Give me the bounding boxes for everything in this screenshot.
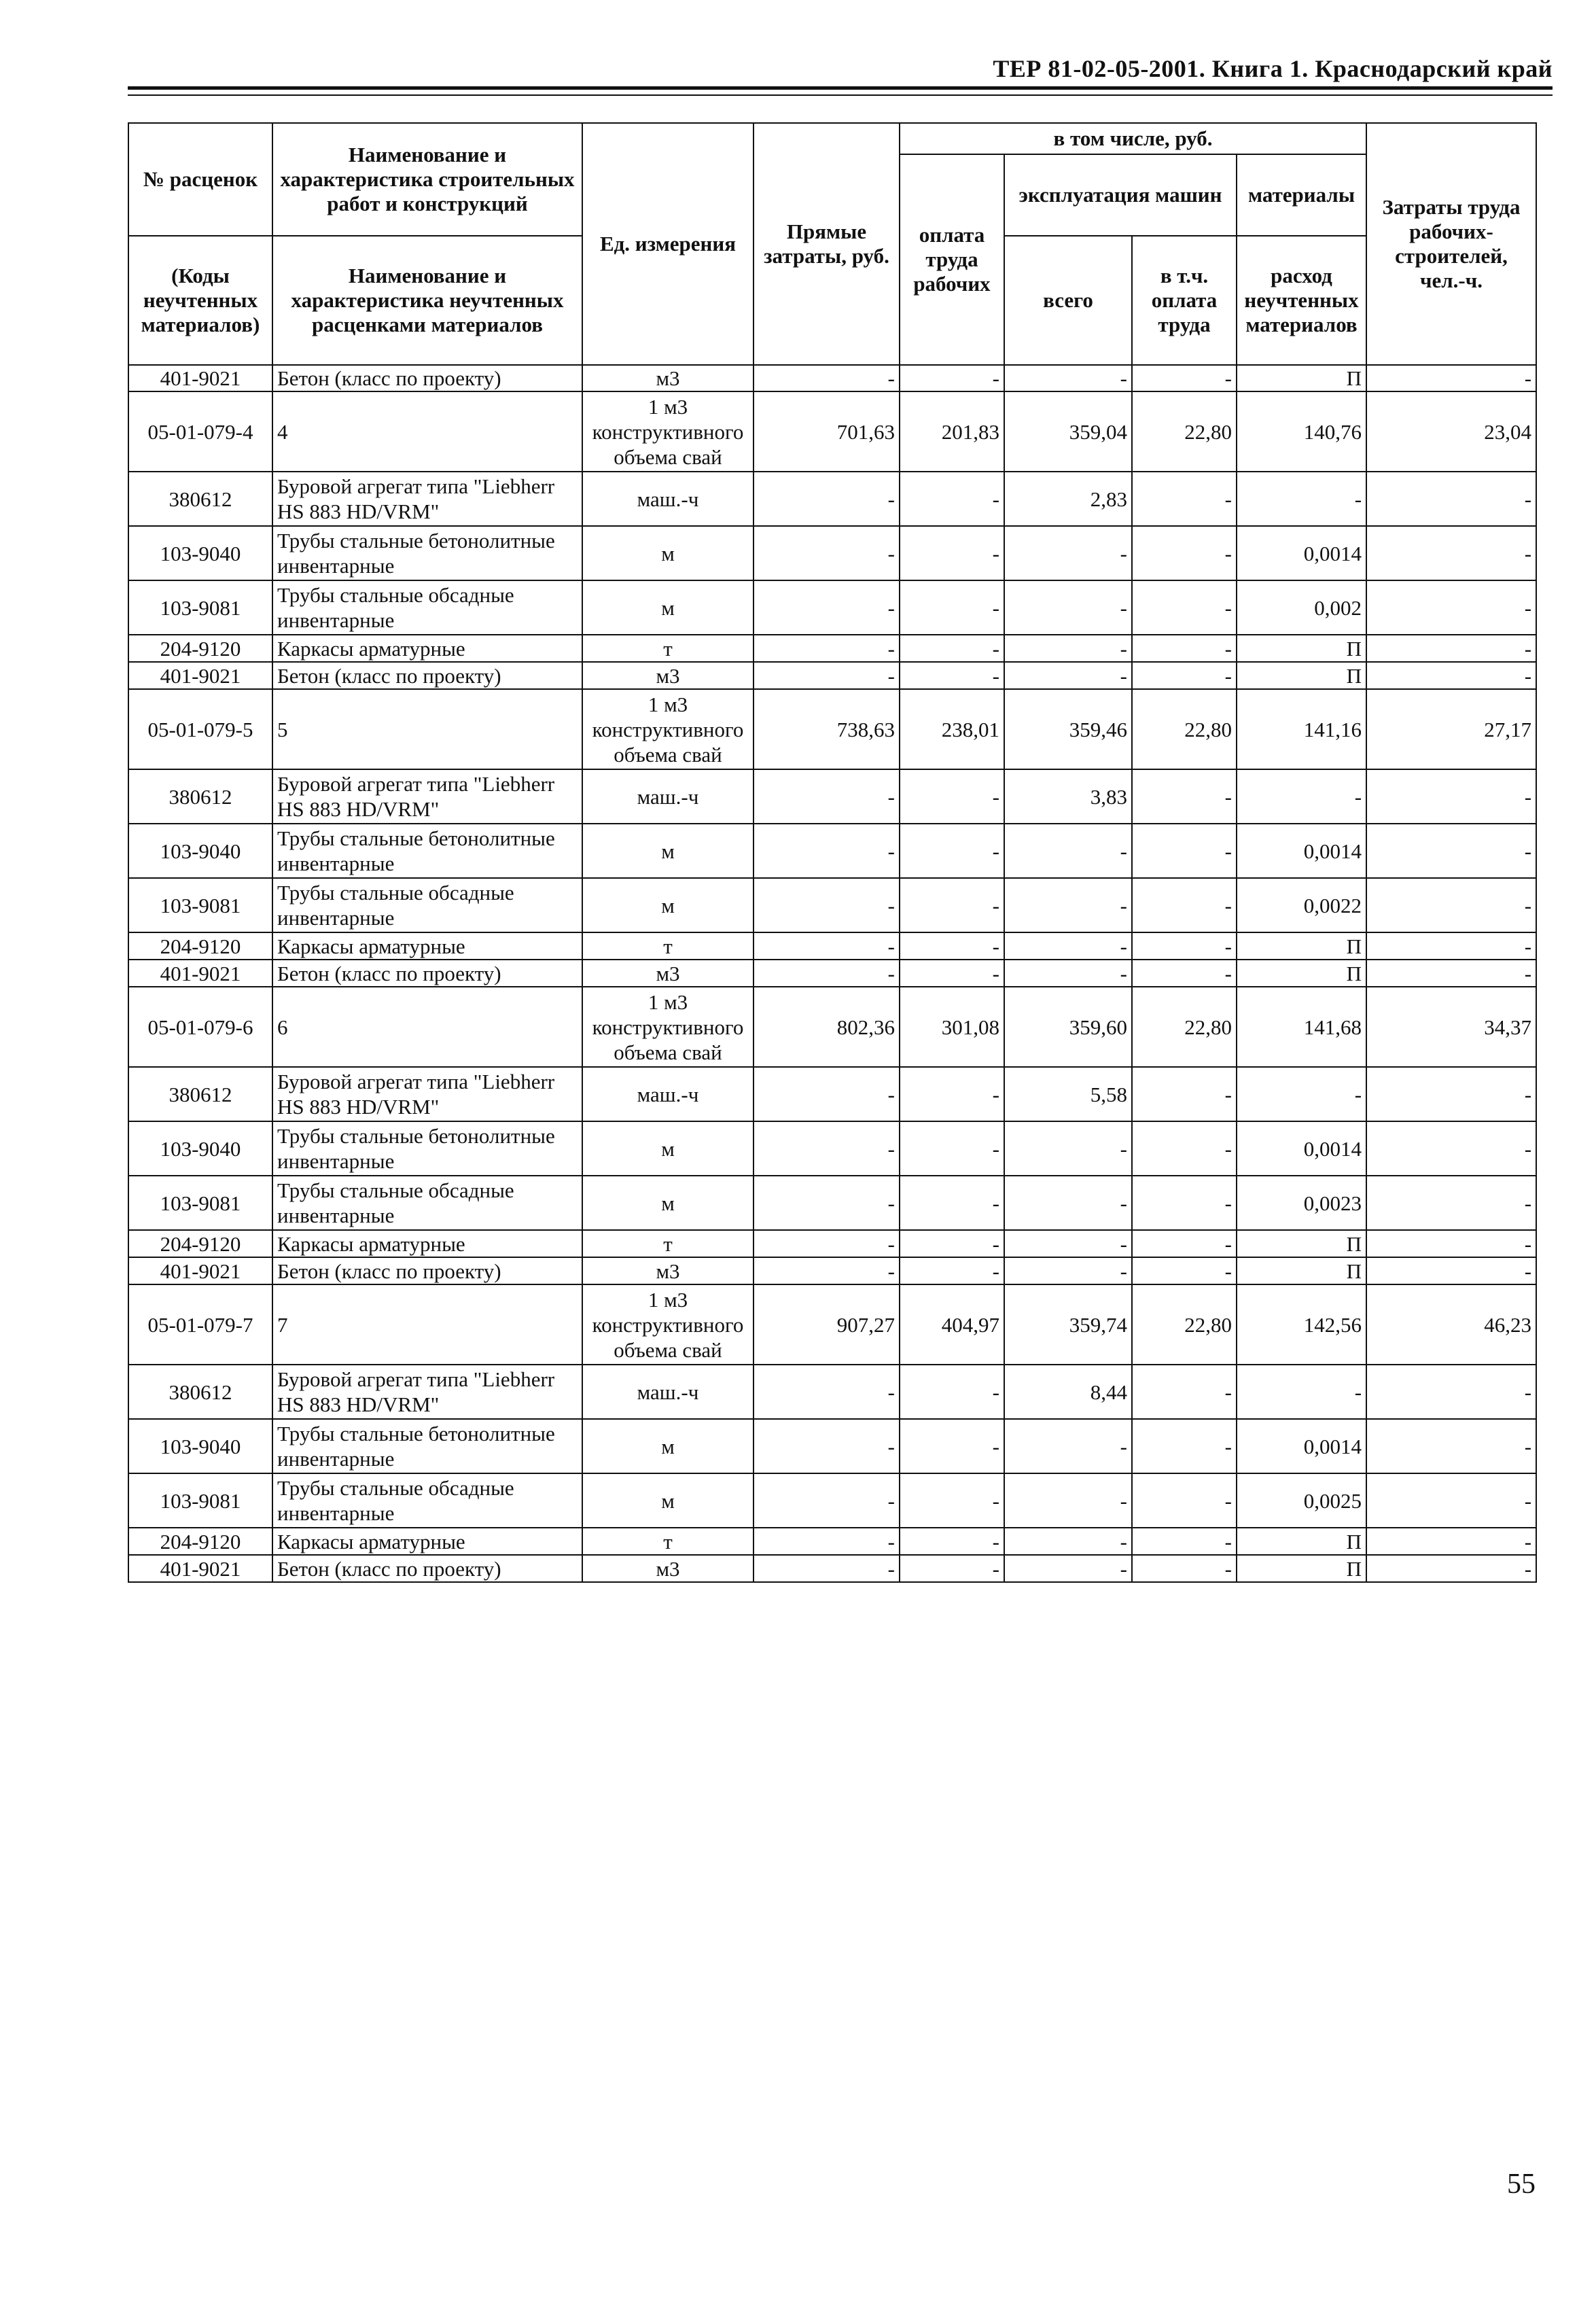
rate-row xyxy=(128,1284,1536,1365)
cell-code: 401-9021 xyxy=(128,1257,272,1284)
cell-direct: - xyxy=(753,932,900,960)
cell-wages: - xyxy=(900,1257,1004,1284)
cell-wages: 238,01 xyxy=(900,689,1004,769)
cell-materials: П xyxy=(1237,635,1366,662)
cell-materials: П xyxy=(1237,1528,1366,1555)
cell-wages: 201,83 xyxy=(900,391,1004,472)
cell-name: Каркасы арматурные xyxy=(272,1528,582,1555)
header-rule-thick xyxy=(128,86,1553,90)
material-row xyxy=(128,932,1536,960)
cell-direct: 802,36 xyxy=(753,987,900,1067)
cell-code: 103-9081 xyxy=(128,1176,272,1230)
cell-materials: 140,76 xyxy=(1237,391,1366,472)
cell-mach-wages: - xyxy=(1132,878,1237,932)
cell-direct: - xyxy=(753,960,900,987)
cell-mach-total: 359,60 xyxy=(1004,987,1132,1067)
material-row xyxy=(128,1067,1536,1121)
cell-mach-wages: - xyxy=(1132,635,1237,662)
cell-code: 103-9040 xyxy=(128,824,272,878)
cell-materials: П xyxy=(1237,662,1366,689)
col-machines: эксплуатация машин xyxy=(1004,154,1237,236)
cell-labor: - xyxy=(1366,365,1536,391)
cell-labor: 23,04 xyxy=(1366,391,1536,472)
cell-mach-wages: - xyxy=(1132,824,1237,878)
cell-wages: - xyxy=(900,1230,1004,1257)
cell-wages: - xyxy=(900,580,1004,635)
cell-direct: - xyxy=(753,1528,900,1555)
cell-name: Каркасы арматурные xyxy=(272,932,582,960)
material-row xyxy=(128,635,1536,662)
cell-mach-wages: 22,80 xyxy=(1132,987,1237,1067)
cell-labor: - xyxy=(1366,1067,1536,1121)
cell-mach-total: - xyxy=(1004,1230,1132,1257)
cell-code: 05-01-079-5 xyxy=(128,689,272,769)
cell-wages: - xyxy=(900,472,1004,526)
cell-name: 6 xyxy=(272,987,582,1067)
cell-materials: 142,56 xyxy=(1237,1284,1366,1365)
cell-name: Буровой агрегат типа "Liebherr HS 883 HD/VRM" xyxy=(272,1067,582,1121)
cell-materials: - xyxy=(1237,1365,1366,1419)
cell-wages: - xyxy=(900,635,1004,662)
cell-materials: 0,0023 xyxy=(1237,1176,1366,1230)
cell-code: 401-9021 xyxy=(128,1555,272,1582)
cell-labor: - xyxy=(1366,1419,1536,1473)
cell-direct: 701,63 xyxy=(753,391,900,472)
cell-mach-wages: - xyxy=(1132,1067,1237,1121)
cell-name: Бетон (класс по проекту) xyxy=(272,1555,582,1582)
cell-name: Трубы стальные обсадные инвентарные xyxy=(272,1176,582,1230)
cell-direct: - xyxy=(753,1365,900,1419)
cell-mach-total: 3,83 xyxy=(1004,769,1132,824)
material-row xyxy=(128,526,1536,580)
cell-unit: м3 xyxy=(582,1555,753,1582)
cell-wages: - xyxy=(900,1176,1004,1230)
cell-name: 4 xyxy=(272,391,582,472)
cell-wages: - xyxy=(900,932,1004,960)
cell-labor: - xyxy=(1366,932,1536,960)
cell-materials: П xyxy=(1237,1230,1366,1257)
cell-labor: - xyxy=(1366,878,1536,932)
cell-labor: - xyxy=(1366,1528,1536,1555)
cell-labor: - xyxy=(1366,769,1536,824)
cell-name: Бетон (класс по проекту) xyxy=(272,662,582,689)
material-row xyxy=(128,1230,1536,1257)
col-wages: оплата труда рабочих xyxy=(900,154,1004,365)
cell-unit: 1 м3 конструктивного объема свай xyxy=(582,987,753,1067)
material-row xyxy=(128,1473,1536,1528)
cell-name: Трубы стальные обсадные инвентарные xyxy=(272,878,582,932)
cell-unit: т xyxy=(582,932,753,960)
cell-code: 103-9081 xyxy=(128,1473,272,1528)
cell-unit: м xyxy=(582,824,753,878)
cell-code: 380612 xyxy=(128,1365,272,1419)
cell-wages: 301,08 xyxy=(900,987,1004,1067)
cell-wages: - xyxy=(900,878,1004,932)
cell-labor: - xyxy=(1366,1176,1536,1230)
cell-mach-total: - xyxy=(1004,1121,1132,1176)
material-row xyxy=(128,662,1536,689)
material-row xyxy=(128,960,1536,987)
cell-labor: - xyxy=(1366,1257,1536,1284)
cell-materials: П xyxy=(1237,1555,1366,1582)
cell-unit: м xyxy=(582,580,753,635)
cell-mach-wages: 22,80 xyxy=(1132,391,1237,472)
cell-name: Бетон (класс по проекту) xyxy=(272,365,582,391)
cell-mach-wages: - xyxy=(1132,1473,1237,1528)
cell-unit: маш.-ч xyxy=(582,1365,753,1419)
material-row xyxy=(128,1555,1536,1582)
cell-mach-total: - xyxy=(1004,1419,1132,1473)
cell-direct: - xyxy=(753,824,900,878)
cell-direct: - xyxy=(753,1419,900,1473)
cell-direct: - xyxy=(753,1176,900,1230)
cell-direct: - xyxy=(753,1230,900,1257)
cell-labor: - xyxy=(1366,1365,1536,1419)
col-unit: Ед. измерения xyxy=(582,123,753,365)
cell-mach-total: - xyxy=(1004,960,1132,987)
cell-mach-wages: - xyxy=(1132,932,1237,960)
cell-materials: - xyxy=(1237,769,1366,824)
cell-code: 103-9081 xyxy=(128,878,272,932)
cell-mach-total: 2,83 xyxy=(1004,472,1132,526)
cell-code: 401-9021 xyxy=(128,365,272,391)
cell-wages: - xyxy=(900,1473,1004,1528)
cell-name: Трубы стальные обсадные инвентарные xyxy=(272,1473,582,1528)
cell-mach-total: - xyxy=(1004,526,1132,580)
cell-mach-total: - xyxy=(1004,1257,1132,1284)
cell-wages: - xyxy=(900,960,1004,987)
cell-wages: - xyxy=(900,365,1004,391)
cell-unit: маш.-ч xyxy=(582,769,753,824)
cell-unit: м3 xyxy=(582,365,753,391)
cell-name: Трубы стальные бетонолитные инвентарные xyxy=(272,824,582,878)
cell-labor: - xyxy=(1366,1230,1536,1257)
cell-mach-total: - xyxy=(1004,662,1132,689)
cell-mach-wages: - xyxy=(1132,1555,1237,1582)
cell-code: 401-9021 xyxy=(128,960,272,987)
material-row xyxy=(128,1176,1536,1230)
cell-mach-wages: - xyxy=(1132,1365,1237,1419)
cell-wages: - xyxy=(900,824,1004,878)
cell-name: Трубы стальные бетонолитные инвентарные xyxy=(272,1121,582,1176)
cell-name: Трубы стальные обсадные инвентарные xyxy=(272,580,582,635)
cell-wages: - xyxy=(900,1067,1004,1121)
cell-mach-wages: - xyxy=(1132,526,1237,580)
cell-code: 380612 xyxy=(128,1067,272,1121)
cell-name: Каркасы арматурные xyxy=(272,1230,582,1257)
col-code-top: № расценок xyxy=(128,123,272,236)
cell-materials: П xyxy=(1237,1257,1366,1284)
table-row xyxy=(128,365,1536,391)
cell-mach-total: - xyxy=(1004,1528,1132,1555)
cell-code: 204-9120 xyxy=(128,635,272,662)
col-name-bottom: Наименование и характеристика неучтенных расценками материалов xyxy=(272,236,582,365)
cell-code: 05-01-079-7 xyxy=(128,1284,272,1365)
material-row xyxy=(128,1419,1536,1473)
cell-mach-wages: - xyxy=(1132,580,1237,635)
cell-materials: 0,0014 xyxy=(1237,526,1366,580)
rate-row xyxy=(128,987,1536,1067)
cell-code: 05-01-079-4 xyxy=(128,391,272,472)
cell-direct: 907,27 xyxy=(753,1284,900,1365)
cell-unit: м xyxy=(582,1473,753,1528)
cell-materials: 0,002 xyxy=(1237,580,1366,635)
cell-unit: м xyxy=(582,526,753,580)
cell-direct: - xyxy=(753,472,900,526)
col-direct-costs: Прямые затраты, руб. xyxy=(753,123,900,365)
col-code-bottom: (Коды неучтенных материалов) xyxy=(128,236,272,365)
cell-direct: - xyxy=(753,1067,900,1121)
cell-code: 204-9120 xyxy=(128,932,272,960)
document-header: ТЕР 81-02-05-2001. Книга 1. Краснодарский край xyxy=(993,55,1553,82)
cell-code: 401-9021 xyxy=(128,662,272,689)
cell-wages: 404,97 xyxy=(900,1284,1004,1365)
cell-mach-total: - xyxy=(1004,824,1132,878)
cell-materials: П xyxy=(1237,365,1366,391)
cell-direct: - xyxy=(753,878,900,932)
cell-wages: - xyxy=(900,1121,1004,1176)
cell-mach-total: - xyxy=(1004,1176,1132,1230)
cell-mach-total: 359,04 xyxy=(1004,391,1132,472)
rates-table xyxy=(128,122,1537,1583)
cell-labor: - xyxy=(1366,1555,1536,1582)
cell-unit: 1 м3 конструктивного объема свай xyxy=(582,689,753,769)
cell-materials: 0,0022 xyxy=(1237,878,1366,932)
cell-mach-wages: - xyxy=(1132,1230,1237,1257)
cell-mach-wages: - xyxy=(1132,662,1237,689)
cell-direct: - xyxy=(753,1473,900,1528)
cell-direct: 738,63 xyxy=(753,689,900,769)
cell-code: 103-9040 xyxy=(128,526,272,580)
cell-labor: - xyxy=(1366,635,1536,662)
cell-wages: - xyxy=(900,1419,1004,1473)
cell-code: 05-01-079-6 xyxy=(128,987,272,1067)
cell-direct: - xyxy=(753,662,900,689)
cell-direct: - xyxy=(753,1257,900,1284)
cell-mach-total: - xyxy=(1004,932,1132,960)
cell-unit: 1 м3 конструктивного объема свай xyxy=(582,391,753,472)
cell-unit: м xyxy=(582,1419,753,1473)
cell-mach-wages: - xyxy=(1132,1528,1237,1555)
cell-wages: - xyxy=(900,526,1004,580)
cell-materials: 0,0014 xyxy=(1237,824,1366,878)
col-name-top: Наименование и характеристика строительных работ и конструкций xyxy=(272,123,582,236)
rate-row xyxy=(128,391,1536,472)
cell-name: Буровой агрегат типа "Liebherr HS 883 HD/VRM" xyxy=(272,472,582,526)
cell-materials: 0,0014 xyxy=(1237,1419,1366,1473)
header-rule-thin xyxy=(128,94,1553,96)
cell-direct: - xyxy=(753,769,900,824)
cell-code: 204-9120 xyxy=(128,1528,272,1555)
table-body xyxy=(128,365,1536,1582)
cell-materials: П xyxy=(1237,932,1366,960)
cell-mach-wages: - xyxy=(1132,1121,1237,1176)
cell-name: Буровой агрегат типа "Liebherr HS 883 HD/VRM" xyxy=(272,769,582,824)
cell-mach-total: - xyxy=(1004,635,1132,662)
cell-labor: - xyxy=(1366,662,1536,689)
cell-materials: 141,68 xyxy=(1237,987,1366,1067)
cell-labor: - xyxy=(1366,580,1536,635)
cell-unit: м xyxy=(582,1121,753,1176)
cell-unit: м3 xyxy=(582,662,753,689)
cell-unit: т xyxy=(582,635,753,662)
cell-labor: - xyxy=(1366,824,1536,878)
material-row xyxy=(128,769,1536,824)
cell-mach-wages: - xyxy=(1132,1176,1237,1230)
col-including: в том числе, руб. xyxy=(900,123,1366,154)
col-labor: Затраты труда рабочих-строителей, чел.-ч. xyxy=(1366,123,1536,365)
cell-mach-total: - xyxy=(1004,1473,1132,1528)
cell-labor: - xyxy=(1366,472,1536,526)
cell-direct: - xyxy=(753,1555,900,1582)
cell-labor: - xyxy=(1366,1473,1536,1528)
cell-code: 103-9040 xyxy=(128,1121,272,1176)
cell-unit: т xyxy=(582,1230,753,1257)
cell-labor: 27,17 xyxy=(1366,689,1536,769)
cell-direct: - xyxy=(753,635,900,662)
cell-unit: м3 xyxy=(582,960,753,987)
material-row xyxy=(128,878,1536,932)
cell-unit: м xyxy=(582,878,753,932)
cell-mach-wages: - xyxy=(1132,960,1237,987)
cell-unit: м xyxy=(582,1176,753,1230)
cell-mach-total: 5,58 xyxy=(1004,1067,1132,1121)
col-materials: материалы xyxy=(1237,154,1366,236)
material-row xyxy=(128,1365,1536,1419)
cell-labor: 34,37 xyxy=(1366,987,1536,1067)
cell-code: 380612 xyxy=(128,472,272,526)
cell-mach-wages: - xyxy=(1132,769,1237,824)
cell-materials: 0,0014 xyxy=(1237,1121,1366,1176)
cell-mach-wages: - xyxy=(1132,1419,1237,1473)
cell-mach-total: - xyxy=(1004,365,1132,391)
cell-mach-wages: 22,80 xyxy=(1132,689,1237,769)
cell-wages: - xyxy=(900,1555,1004,1582)
cell-unit: маш.-ч xyxy=(582,1067,753,1121)
col-machines-total: всего xyxy=(1004,236,1132,365)
cell-unit: маш.-ч xyxy=(582,472,753,526)
cell-materials: 141,16 xyxy=(1237,689,1366,769)
cell-name: Бетон (класс по проекту) xyxy=(272,1257,582,1284)
cell-name: Бетон (класс по проекту) xyxy=(272,960,582,987)
material-row xyxy=(128,1121,1536,1176)
cell-code: 204-9120 xyxy=(128,1230,272,1257)
cell-unit: т xyxy=(582,1528,753,1555)
cell-direct: - xyxy=(753,365,900,391)
cell-wages: - xyxy=(900,769,1004,824)
material-row xyxy=(128,1528,1536,1555)
cell-mach-wages: 22,80 xyxy=(1132,1284,1237,1365)
material-row xyxy=(128,824,1536,878)
cell-labor: - xyxy=(1366,526,1536,580)
cell-wages: - xyxy=(900,662,1004,689)
cell-mach-total: 359,46 xyxy=(1004,689,1132,769)
cell-mach-total: 8,44 xyxy=(1004,1365,1132,1419)
cell-code: 103-9040 xyxy=(128,1419,272,1473)
cell-wages: - xyxy=(900,1528,1004,1555)
cell-mach-total: - xyxy=(1004,1555,1132,1582)
cell-unit: 1 м3 конструктивного объема свай xyxy=(582,1284,753,1365)
cell-name: Трубы стальные бетонолитные инвентарные xyxy=(272,526,582,580)
cell-direct: - xyxy=(753,1121,900,1176)
cell-materials: 0,0025 xyxy=(1237,1473,1366,1528)
rate-row xyxy=(128,689,1536,769)
cell-mach-total: 359,74 xyxy=(1004,1284,1132,1365)
col-machines-wages: в т.ч. оплата труда xyxy=(1132,236,1237,365)
material-row xyxy=(128,472,1536,526)
cell-mach-total: - xyxy=(1004,878,1132,932)
cell-materials: - xyxy=(1237,472,1366,526)
page-number: 55 xyxy=(1507,2169,1536,2200)
cell-wages: - xyxy=(900,1365,1004,1419)
cell-name: 5 xyxy=(272,689,582,769)
cell-code: 380612 xyxy=(128,769,272,824)
material-row xyxy=(128,1257,1536,1284)
cell-labor: - xyxy=(1366,1121,1536,1176)
cell-materials: П xyxy=(1237,960,1366,987)
cell-materials: - xyxy=(1237,1067,1366,1121)
cell-labor: - xyxy=(1366,960,1536,987)
cell-mach-total: - xyxy=(1004,580,1132,635)
cell-mach-wages: - xyxy=(1132,1257,1237,1284)
col-materials-unaccounted: расход неучтенных материалов xyxy=(1237,236,1366,365)
material-row xyxy=(128,580,1536,635)
table-header xyxy=(128,123,1536,365)
cell-mach-wages: - xyxy=(1132,365,1237,391)
cell-code: 103-9081 xyxy=(128,580,272,635)
cell-name: Трубы стальные бетонолитные инвентарные xyxy=(272,1419,582,1473)
cell-unit: м3 xyxy=(582,1257,753,1284)
cell-labor: 46,23 xyxy=(1366,1284,1536,1365)
cell-name: Буровой агрегат типа "Liebherr HS 883 HD/VRM" xyxy=(272,1365,582,1419)
cell-name: Каркасы арматурные xyxy=(272,635,582,662)
cell-direct: - xyxy=(753,580,900,635)
cell-name: 7 xyxy=(272,1284,582,1365)
cell-mach-wages: - xyxy=(1132,472,1237,526)
cell-direct: - xyxy=(753,526,900,580)
